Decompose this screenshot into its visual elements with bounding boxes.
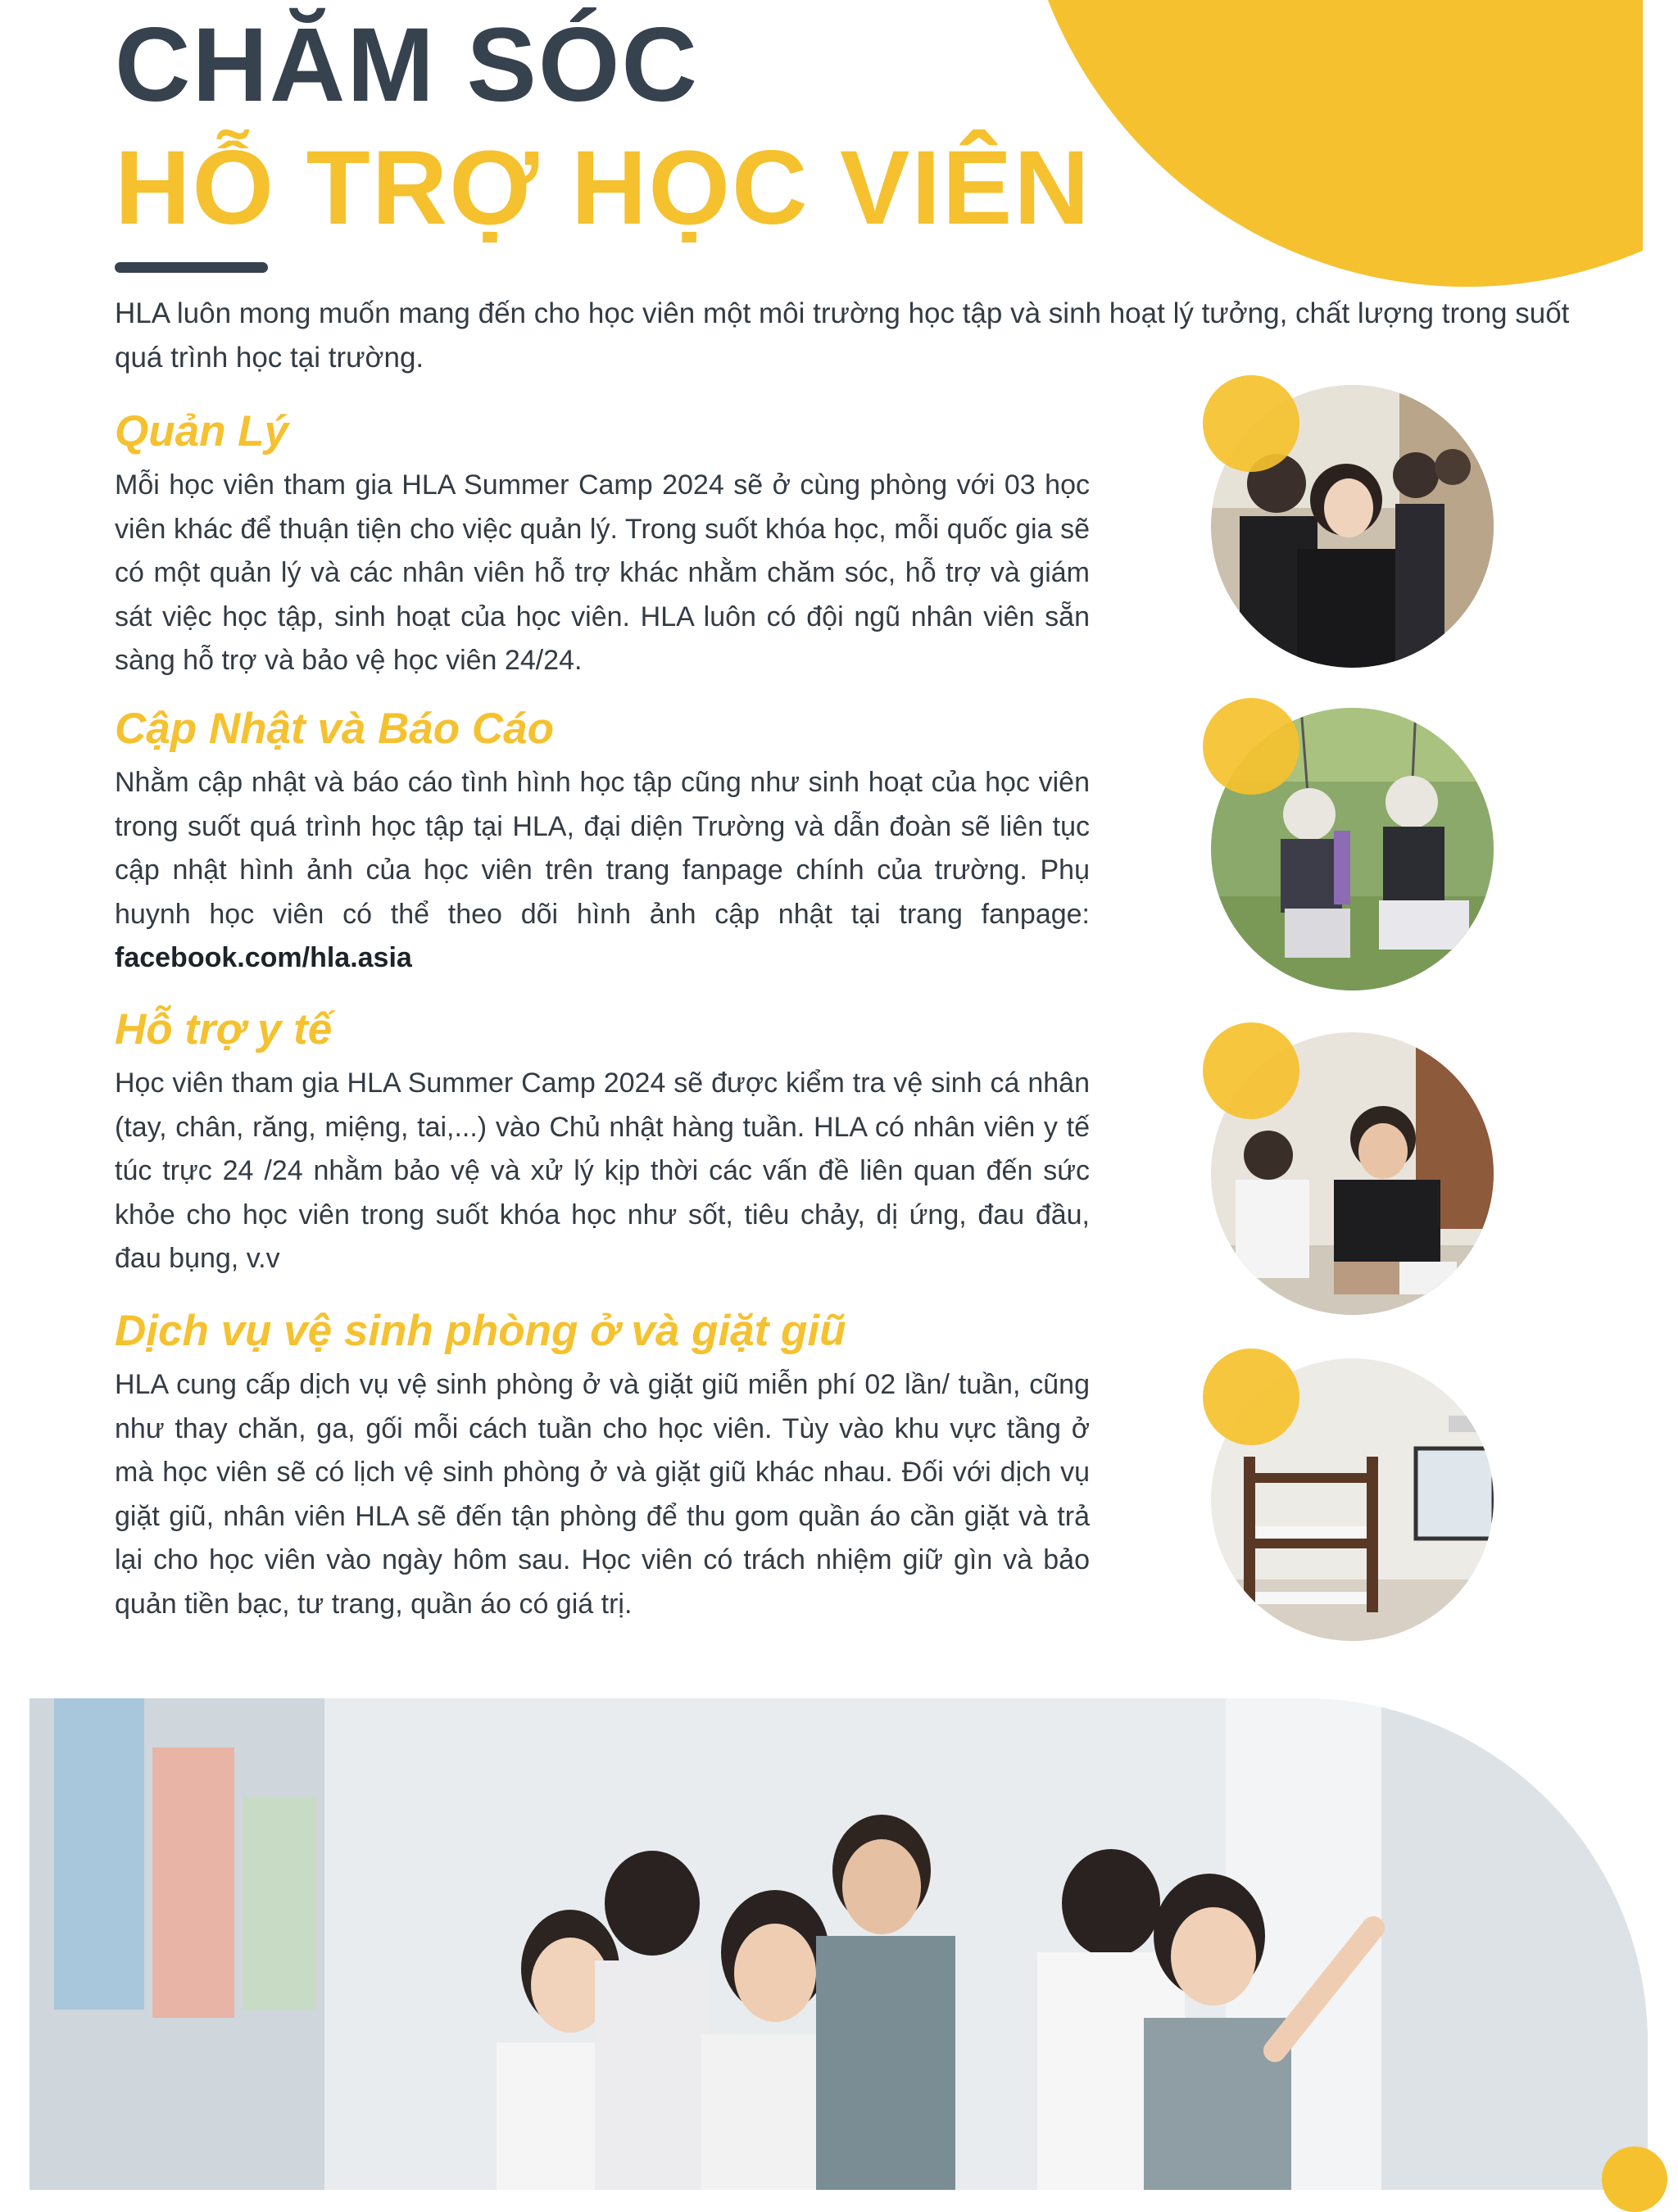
page-title-line2: HỖ TRỢ HỌC VIÊN (115, 129, 1091, 247)
photo-students-group (29, 1698, 1648, 2190)
photo-dorm-room (1211, 1358, 1494, 1641)
page-margin (1643, 0, 1678, 295)
section-body: Học viên tham gia HLA Summer Camp 2024 sẽ được kiểm tra vệ sinh cá nhân (tay, chân, răng, miệng, tai,...) vào Chủ nhật hàng tuần. HLA có nhân viên y tế túc trực 24 /24 nhằm bảo vệ và xử lý kịp thời các vấn đề liên quan đến sức khỏe cho học viên trong suốt khóa học như sốt, tiêu chảy, dị ứng, đau đầu, đau bụng, v.v (115, 1067, 1090, 1274)
section-heading: Quản Lý (115, 407, 289, 456)
decorative-dot (1203, 698, 1299, 795)
section-heading: Hỗ trợ y tế (115, 1005, 333, 1054)
section-body: HLA cung cấp dịch vụ vệ sinh phòng ở và giặt giũ miễn phí 02 lần/ tuần, cũng như thay chăn, ga, gối mỗi cách tuần cho học viên. Tùy vào khu vực tầng ở mà học viên sẽ có lịch vệ sinh phòng ở và giặt giũ khác nhau. Đối với dịch vụ giặt giũ, nhân viên HLA sẽ đến tận phòng để thu gom quần áo cần giặt và trả lại cho học viên vào ngày hôm sau. Học viên có trách nhiệm giữ gìn và bảo quản tiền bạc, tư trang, quần áo có giá trị. (115, 1369, 1090, 1620)
decorative-dot (1203, 1349, 1299, 1445)
decorative-dot (1203, 375, 1299, 472)
section-heading: Cập Nhật và Báo Cáo (115, 705, 555, 753)
title-underline (115, 262, 268, 273)
section-housekeeping (115, 1303, 1090, 1626)
section-medical (115, 1001, 1090, 1281)
decorative-yellow-circle (1016, 0, 1678, 287)
decorative-dot (1203, 1022, 1299, 1119)
photo-students-hallway (1211, 385, 1494, 668)
section-body-text: Nhằm cập nhật và báo cáo tình hình học tập cũng như sinh hoạt của học viên trong suốt quá trình học tập tại HLA, đại diện Trường và dẫn đoàn sẽ liên tục cập nhật hình ảnh của học viên trên trang fanpage chính của trường. Phụ huynh học viên có thể theo dõi hình ảnh cập nhật tại trang fanpage: (115, 767, 1090, 930)
section-updates (115, 700, 1090, 981)
fanpage-link[interactable]: facebook.com/hla.asia (115, 942, 412, 973)
section-body: Mỗi học viên tham gia HLA Summer Camp 2024 sẽ ở cùng phòng với 03 học viên khác để thuận tiện cho việc quản lý. Trong suốt khóa học, mỗi quốc gia sẽ có một quản lý và các nhân viên hỗ trợ khác nhằm chăm sóc, hỗ trợ và giám sát việc học tập, sinh hoạt của học viên. HLA luôn có đội ngũ nhân viên sẵn sàng hỗ trợ và bảo vệ học viên 24/24. (115, 469, 1090, 676)
intro-paragraph: HLA luôn mong muốn mang đến cho học viên một môi trường học tập và sinh hoạt lý tưởng, chất lượng trong suốt quá trình học tại trường. (115, 297, 1570, 374)
decorative-corner-dot (1602, 2146, 1667, 2212)
page-title-line1: CHĂM SÓC (115, 7, 699, 124)
section-body (115, 761, 1090, 981)
photo-medical-check (1211, 1032, 1494, 1315)
section-heading: Dịch vụ vệ sinh phòng ở và giặt giũ (115, 1307, 846, 1355)
photo-zipline-activity (1211, 708, 1494, 990)
section-management (115, 403, 1090, 683)
